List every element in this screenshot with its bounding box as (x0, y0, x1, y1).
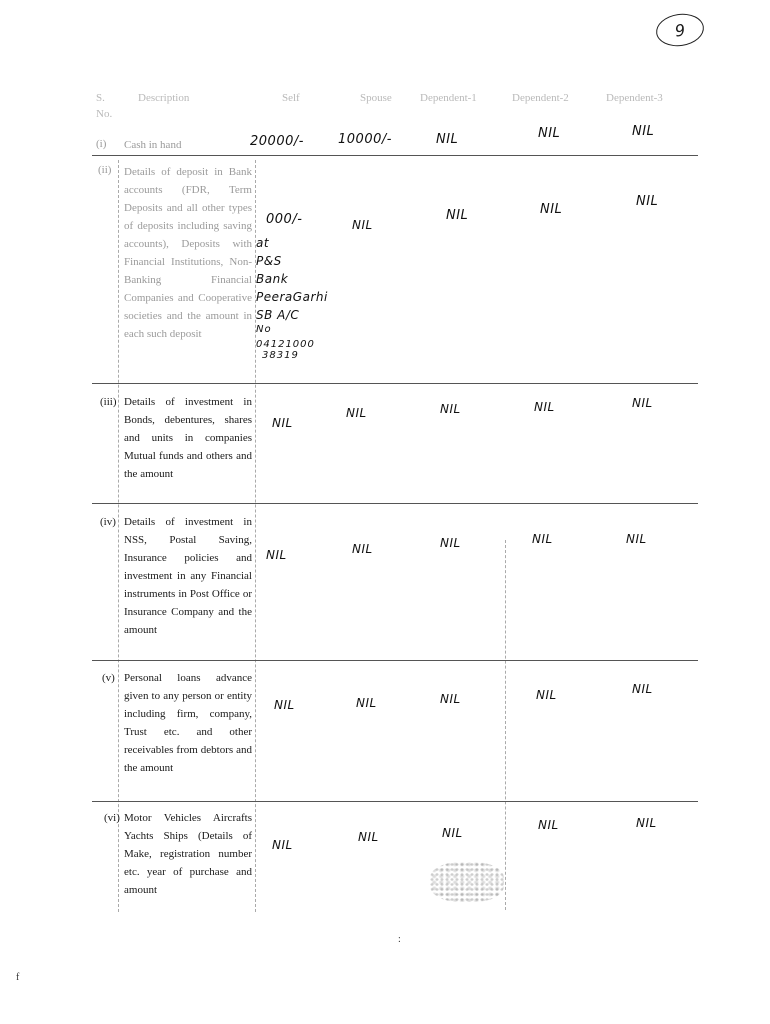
note-line: No (256, 324, 272, 335)
row-divider (92, 155, 698, 156)
row-description: Cash in hand (124, 139, 182, 151)
dependent-3-value: NIL (632, 396, 653, 410)
header-sn: S. No. (96, 92, 113, 120)
note-line: PeeraGarhi (256, 290, 328, 304)
self-deposit-note (256, 234, 346, 361)
dependent-3-value: NIL (632, 682, 653, 696)
dependent-2-value: NIL (538, 818, 559, 832)
page-number: 9 (673, 19, 687, 41)
note-line: 38319 (262, 350, 299, 361)
dependent-1-value: NIL (440, 402, 461, 416)
spouse-value: NIL (358, 830, 379, 844)
dependent-2-value: NIL (532, 532, 553, 546)
note-line: 04121000 (256, 339, 315, 350)
row-number: (iii) (100, 396, 117, 408)
row-description: Details of deposit in Bank accounts (FDR, Term Deposits and all other types of deposits including saving accounts), Deposits with Financial Institutions, Non-Banking Financial Companies and Cooperative societies and the amount in each such deposit (124, 166, 252, 340)
row-number: (i) (96, 138, 107, 150)
margin-mark: f (16, 972, 20, 983)
note-line: at (256, 236, 270, 250)
spouse-value: NIL (356, 696, 377, 710)
dependent-2-value: NIL (534, 400, 555, 414)
spouse-value: NIL (352, 542, 373, 556)
row-description: Personal loans advance given to any person or entity including firm, company, Trust etc. and other receivables from debtors and the amount (124, 672, 252, 774)
self-value: 20000/- (250, 134, 304, 149)
note-line: Bank (256, 272, 289, 286)
self-value: NIL (272, 416, 293, 430)
dependent-2-value: NIL (536, 688, 557, 702)
row-divider (92, 660, 698, 661)
dependent-1-value: NIL (446, 208, 469, 223)
dependent-1-value: NIL (436, 132, 459, 147)
column-rule (505, 540, 506, 910)
self-value: NIL (274, 698, 295, 712)
dependent-1-value: NIL (440, 692, 461, 706)
self-value: 000/- (266, 212, 303, 227)
spouse-value: 10000/- (338, 132, 392, 147)
page-number-circle (654, 11, 706, 49)
row-description: Details of investment in Bonds, debentures, shares and units in companies Mutual funds and others and the amount (124, 396, 252, 480)
dependent-3-value: NIL (636, 194, 659, 209)
row-number: (vi) (104, 812, 120, 824)
header-dependent-2: Dependent-2 (512, 92, 569, 104)
dependent-2-value: NIL (538, 126, 561, 141)
dependent-3-value: NIL (632, 124, 655, 139)
column-rule (118, 160, 119, 912)
spouse-value: NIL (352, 218, 373, 232)
center-mark: : (398, 934, 401, 945)
header-dependent-3: Dependent-3 (606, 92, 663, 104)
dependent-3-value: NIL (626, 532, 647, 546)
dependent-2-value: NIL (540, 202, 563, 217)
note-line: P&S (256, 254, 282, 268)
self-value: NIL (272, 838, 293, 852)
note-line: SB A/C (256, 308, 300, 322)
dependent-1-value: NIL (440, 536, 461, 550)
dependent-3-value: NIL (636, 816, 657, 830)
row-number: (iv) (100, 516, 116, 528)
header-self: Self (282, 92, 300, 104)
row-divider (92, 383, 698, 384)
row-number: (v) (102, 672, 115, 684)
header-description: Description (138, 92, 190, 104)
row-divider (92, 801, 698, 802)
header-dependent-1: Dependent-1 (420, 92, 477, 104)
ink-smudge (430, 862, 504, 902)
row-number: (ii) (98, 164, 112, 176)
row-divider (92, 503, 698, 504)
row-description: Motor Vehicles Aircrafts Yachts Ships (Details of Make, registration number etc. year of purchase and amount (124, 812, 252, 896)
self-value: NIL (266, 548, 287, 562)
dependent-1-value: NIL (442, 826, 463, 840)
spouse-value: NIL (346, 406, 367, 420)
header-spouse: Spouse (360, 92, 392, 104)
row-description: Details of investment in NSS, Postal Saving, Insurance policies and investment in any Financial instruments in Post Office or Insurance Company and the amount (124, 516, 252, 636)
